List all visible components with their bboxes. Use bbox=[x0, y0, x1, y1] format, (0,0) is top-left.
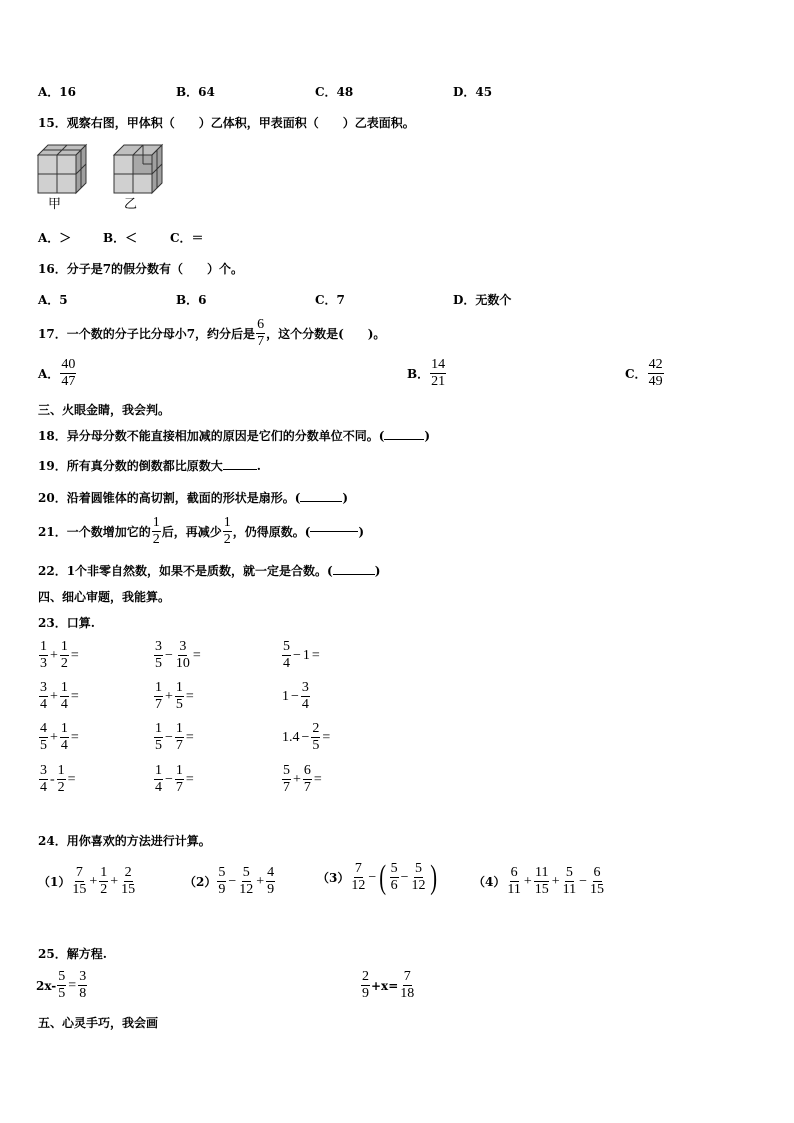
q16-option-d: D．无数个 bbox=[453, 293, 512, 307]
oral-item: 1 − $\frac{3}{4}$ bbox=[282, 680, 309, 712]
q14-option-a: A．16 bbox=[38, 85, 77, 99]
q24-item-4: （4） $\frac{6}{11}$ + $\frac{11}{15}$ + $\frac{5}{11}$ − $\frac{6}{15}$ bbox=[473, 865, 605, 897]
q21-text: 21．一个数增加它的 $\frac{1}{2}$ 后，再减少 $\frac{1}{2}$ ，仍得原数。( ) bbox=[38, 515, 365, 547]
q17-prefix: 17．一个数的分子比分母小7，约分后是 bbox=[38, 327, 256, 341]
q19-text: 19．所有真分数的倒数都比原数大 . bbox=[38, 459, 261, 473]
q17-option-a: A． $\frac{40}{47}$ bbox=[38, 357, 76, 389]
oral-item: $\frac{4}{5}$ + $\frac{1}{4}$ = bbox=[40, 721, 79, 753]
q16-option-b: B．6 bbox=[176, 293, 207, 307]
cube-jia-icon bbox=[36, 143, 88, 195]
q24-item-3: （3） $\frac{7}{12}$ − ( $\frac{5}{6}$ − $\frac{5}{12}$ ) bbox=[317, 858, 437, 896]
q16-option-c: C．7 bbox=[315, 293, 345, 307]
oral-item: $\frac{3}{4}$ + $\frac{1}{4}$ = bbox=[40, 680, 79, 712]
q24-title: 24．用你喜欢的方法进行计算。 bbox=[38, 834, 211, 848]
q15-option-b: B．＜ bbox=[103, 231, 138, 245]
q23-title: 23．口算. bbox=[38, 616, 95, 630]
q17-option-b: B． $\frac{14}{21}$ bbox=[407, 357, 446, 389]
q14-option-c: C．48 bbox=[315, 85, 354, 99]
section3-title: 三、火眼金睛，我会判。 bbox=[38, 403, 171, 417]
q17-text bbox=[38, 318, 385, 349]
label-jia: 甲 bbox=[48, 197, 62, 212]
q22-text: 22．1个非零自然数，如果不是质数，就一定是合数。( ) bbox=[38, 564, 381, 578]
oral-item: $\frac{5}{7}$ + $\frac{6}{7}$ = bbox=[283, 763, 322, 795]
oral-item: $\frac{5}{4}$ − 1 = bbox=[283, 639, 320, 671]
q18-text: 18．异分母分数不能直接相加减的原因是它们的分数单位不同。( ) bbox=[38, 429, 431, 443]
oral-item: 1.4 − $\frac{2}{5}$ = bbox=[282, 721, 331, 753]
q17-option-c: C． $\frac{42}{49}$ bbox=[625, 357, 663, 389]
q14-option-b: B．64 bbox=[176, 85, 215, 99]
label-yi: 乙 bbox=[124, 197, 138, 212]
q17-fraction: $\frac{6}{7}$ bbox=[257, 317, 265, 349]
equation-2: $\frac{2}{9}$ +x= $\frac{7}{18}$ bbox=[362, 969, 415, 1001]
q16-text: 16．分子是7的假分数有（ ）个。 bbox=[38, 262, 244, 276]
oral-item: $\frac{3}{5}$ − $\frac{3}{10}$ = bbox=[155, 639, 201, 671]
q14-option-d: D．45 bbox=[453, 85, 493, 99]
equation-1: 2x- $\frac{5}{5}$ = $\frac{3}{8}$ bbox=[36, 969, 87, 1001]
section5-title: 五、心灵手巧，我会画 bbox=[38, 1016, 159, 1030]
oral-item: $\frac{1}{7}$ + $\frac{1}{5}$ = bbox=[155, 680, 194, 712]
q24-item-1: （1） $\frac{7}{15}$ + $\frac{1}{2}$ + $\frac{2}{15}$ bbox=[38, 865, 136, 897]
q15-text: 15．观察右图，甲体积（ ）乙体积，甲表面积（ ）乙表面积。 bbox=[38, 116, 415, 130]
q17-suffix: ，这个分数是( )。 bbox=[266, 327, 386, 341]
oral-item: $\frac{1}{5}$ − $\frac{1}{7}$ = bbox=[155, 721, 194, 753]
q25-title: 25．解方程. bbox=[38, 947, 107, 961]
q16-option-a: A．5 bbox=[38, 293, 68, 307]
q15-option-a: A．＞ bbox=[38, 231, 72, 245]
cube-yi-icon bbox=[112, 143, 164, 195]
q20-text: 20．沿着圆锥体的高切割，截面的形状是扇形。( ) bbox=[38, 491, 349, 505]
section4-title: 四、细心审题，我能算。 bbox=[38, 590, 171, 604]
oral-item: $\frac{3}{4}$ - $\frac{1}{2}$ = bbox=[40, 763, 76, 795]
oral-item: $\frac{1}{3}$ + $\frac{1}{2}$ = bbox=[40, 639, 79, 671]
q15-option-c: C．＝ bbox=[170, 231, 204, 245]
oral-item: $\frac{1}{4}$ − $\frac{1}{7}$ = bbox=[155, 763, 194, 795]
q24-item-2: （2） $\frac{5}{9}$ − $\frac{5}{12}$ + $\frac{4}{9}$ bbox=[184, 865, 275, 897]
